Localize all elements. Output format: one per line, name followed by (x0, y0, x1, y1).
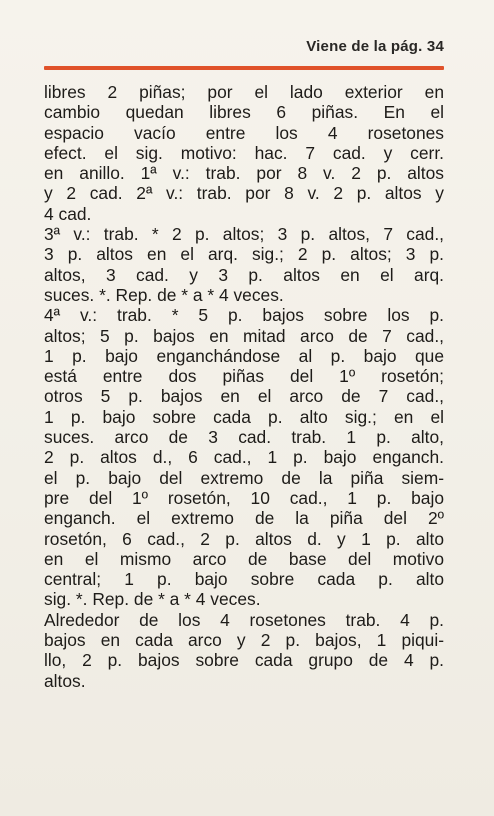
text-line: cambio quedan libres 6 piñas. En el (44, 102, 444, 123)
page-header (44, 38, 444, 62)
text-line: el p. bajo del extremo de la piña siem- (44, 467, 444, 488)
continuation-note: Viene de la pág. 34 (306, 38, 444, 55)
text-line: 4 cad. (44, 203, 92, 224)
text-line: espacio vacío entre los 4 rosetones (44, 122, 444, 143)
text-line: llo, 2 p. bajos sobre cada grupo de 4 p. (44, 650, 444, 671)
text-line: altos; 5 p. bajos en mitad arco de 7 cad., (44, 325, 444, 346)
text-line: 3ª v.: trab. * 2 p. altos; 3 p. altos, 7 cad., (44, 224, 444, 245)
text-line: Alrededor de los 4 rosetones trab. 4 p. (44, 609, 444, 630)
text-line: en anillo. 1ª v.: trab. por 8 v. 2 p. altos (44, 163, 444, 184)
text-line: bajos en cada arco y 2 p. bajos, 1 piqui- (44, 630, 444, 651)
text-line: 2 p. altos d., 6 cad., 1 p. bajo enganch. (44, 447, 444, 468)
text-line: rosetón, 6 cad., 2 p. altos d. y 1 p. alto (44, 528, 444, 549)
text-line: 3 p. altos en el arq. sig.; 2 p. altos; 3 p. (44, 244, 444, 265)
text-line: en el mismo arco de base del motivo (44, 548, 444, 569)
text-line: otros 5 p. bajos en el arco de 7 cad., (44, 386, 444, 407)
text-line: 1 p. bajo sobre cada p. alto sig.; en el (44, 406, 444, 427)
text-line: altos, 3 cad. y 3 p. altos en el arq. (44, 264, 444, 285)
text-line: y 2 cad. 2ª v.: trab. por 8 v. 2 p. altos y (44, 183, 444, 204)
text-line: enganch. el extremo de la piña del 2º (44, 508, 444, 529)
text-line: suces. arco de 3 cad. trab. 1 p. alto, (44, 427, 444, 448)
text-line: está entre dos piñas del 1º rosetón; (44, 366, 444, 387)
text-line: central; 1 p. bajo sobre cada p. alto (44, 569, 444, 590)
text-line: libres 2 piñas; por el lado exterior en (44, 82, 444, 102)
header-rule (44, 66, 444, 70)
text-line: 4ª v.: trab. * 5 p. bajos sobre los p. (44, 305, 444, 326)
text-line: altos. (44, 670, 86, 691)
text-line: 1 p. bajo enganchándose al p. bajo que (44, 345, 444, 366)
text-line: sig. *. Rep. de * a * 4 veces. (44, 589, 261, 610)
text-line: pre del 1º rosetón, 10 cad., 1 p. bajo (44, 487, 444, 508)
text-line: efect. el sig. motivo: hac. 7 cad. y cerr. (44, 142, 444, 163)
text-line: suces. *. Rep. de * a * 4 veces. (44, 284, 284, 305)
instructions-text (44, 82, 444, 691)
